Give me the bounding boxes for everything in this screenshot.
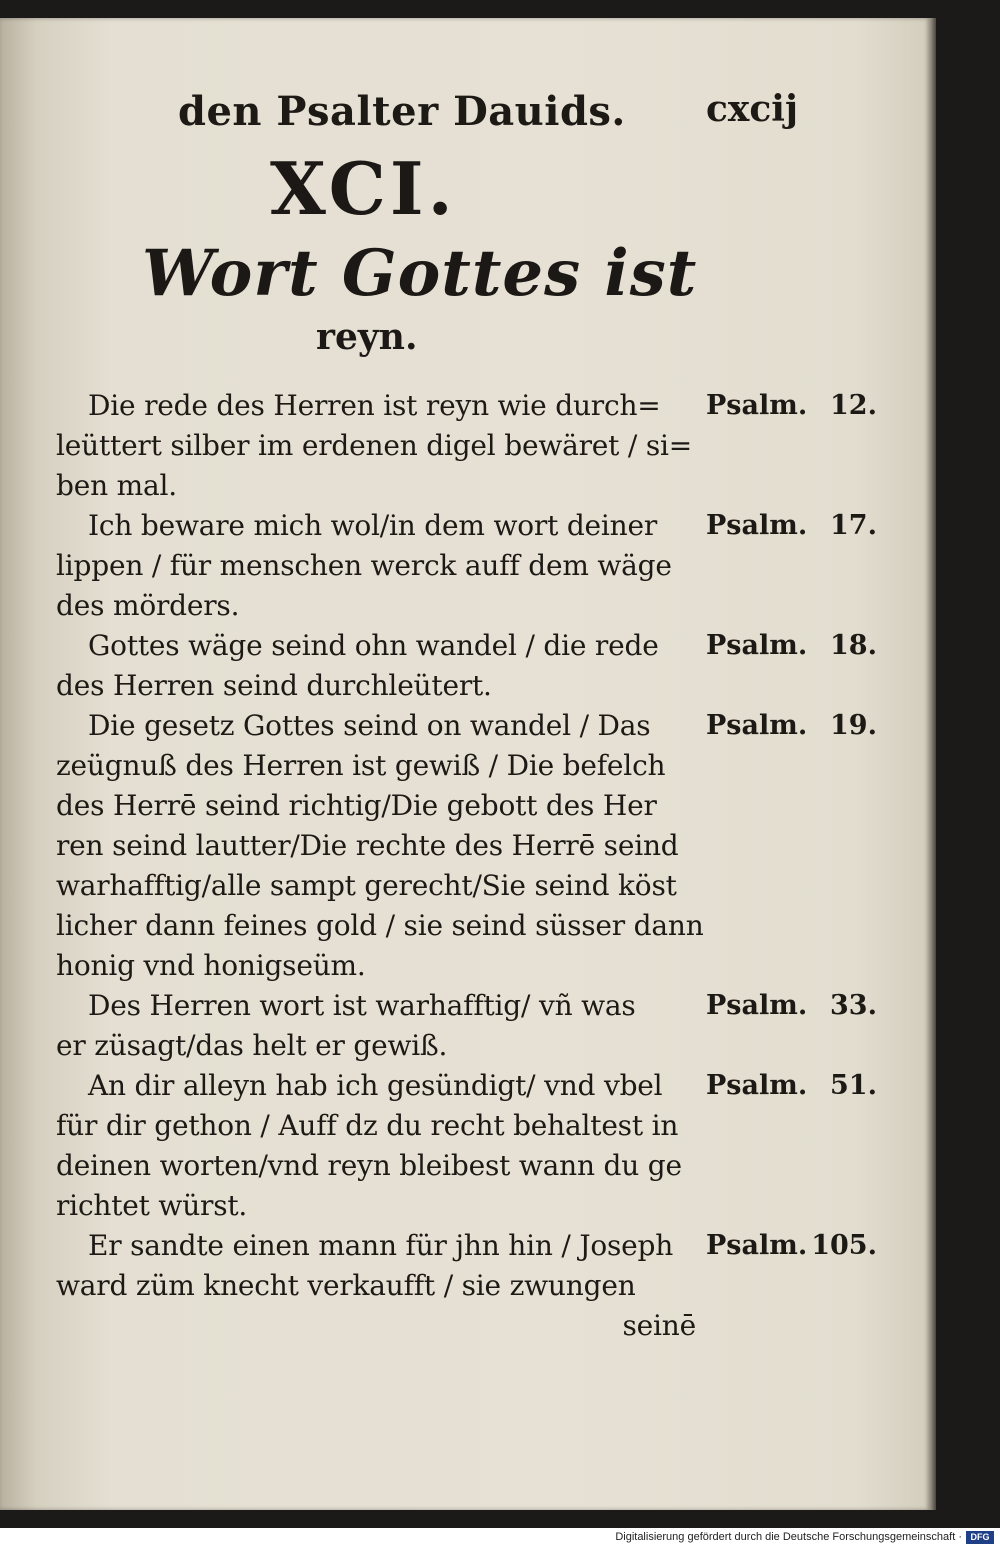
text-line: ward züm knecht verkaufft / sie zwungen bbox=[56, 1269, 636, 1302]
text-line: Ich beware mich wol/in dem wort deiner bbox=[88, 509, 658, 542]
text-line: deinen worten/vnd reyn bleibest wann du ge bbox=[56, 1149, 682, 1182]
text-line: er züsagt/das helt er gewiß. bbox=[56, 1029, 448, 1062]
margin-note-number: 33. bbox=[830, 990, 877, 1021]
text-line: warhafftig/alle sampt gerecht/Sie seind köst bbox=[56, 869, 677, 902]
margin-note-number: 17. bbox=[830, 510, 877, 541]
text-line: An dir alleyn hab ich gesündigt/ vnd vbel bbox=[88, 1069, 663, 1102]
margin-note-label: Psalm. bbox=[706, 710, 808, 741]
margin-note-label: Psalm. bbox=[706, 1070, 808, 1101]
margin-note-number: 19. bbox=[830, 710, 877, 741]
chapter-number: XCI. bbox=[270, 146, 457, 231]
text-line: des Herrē seind richtig/Die gebott des Her bbox=[56, 789, 657, 822]
text-line: honig vnd honigseüm. bbox=[56, 949, 366, 982]
text-line: zeügnuß des Herren ist gewiß / Die befelch bbox=[56, 749, 666, 782]
footer-bar bbox=[0, 1528, 1000, 1548]
dfg-logo: DFG bbox=[966, 1531, 994, 1544]
body-text bbox=[56, 386, 704, 1346]
margin-note bbox=[706, 1226, 881, 1266]
margin-note bbox=[706, 626, 881, 666]
margin-note-label: Psalm. bbox=[706, 510, 808, 541]
running-head: den Psalter Dauids. bbox=[178, 88, 626, 135]
margin-note bbox=[706, 386, 881, 426]
text-line: ren seind lautter/Die rechte des Herrē seind bbox=[56, 829, 679, 862]
text-line: Gottes wäge seind ohn wandel / die rede bbox=[88, 629, 659, 662]
margin-note-number: 51. bbox=[830, 1070, 877, 1101]
folio-number: cxcij bbox=[705, 88, 798, 130]
page-edge bbox=[930, 18, 936, 1510]
chapter-heading-continued: reyn. bbox=[316, 316, 418, 358]
margin-note bbox=[706, 1066, 881, 1106]
text-line: richtet würst. bbox=[56, 1189, 248, 1222]
text-line: des mörders. bbox=[56, 589, 240, 622]
margin-note bbox=[706, 706, 881, 746]
margin-note-number: 12. bbox=[830, 390, 877, 421]
chapter-heading: Wort Gottes ist bbox=[142, 236, 698, 311]
text-line: des Herren seind durchleütert. bbox=[56, 669, 492, 702]
text-line: Die rede des Herren ist reyn wie durch= bbox=[88, 389, 661, 422]
text-line: leüttert silber im erdenen digel bewäret / si= bbox=[56, 429, 693, 462]
text-line: Die gesetz Gottes seind on wandel / Das bbox=[88, 709, 651, 742]
funding-credit: Digitalisierung gefördert durch die Deutsche Forschungsgemeinschaft · bbox=[615, 1531, 962, 1543]
margin-note bbox=[706, 506, 881, 546]
margin-note-label: Psalm. bbox=[706, 630, 808, 661]
book-page bbox=[0, 18, 930, 1510]
text-line: für dir gethon / Auff dz du recht behaltest in bbox=[56, 1109, 679, 1142]
text-line: Des Herren wort ist warhafftig/ vñ was bbox=[88, 989, 636, 1022]
page-header bbox=[178, 88, 798, 148]
margin-note-label: Psalm. bbox=[706, 990, 808, 1021]
margin-note-number: 105. bbox=[811, 1230, 877, 1261]
text-line: ben mal. bbox=[56, 469, 177, 502]
text-line: lippen / für menschen werck auff dem wäge bbox=[56, 549, 672, 582]
margin-note bbox=[706, 986, 881, 1026]
margin-note-label: Psalm. bbox=[706, 390, 808, 421]
text-line: licher dann feines gold / sie seind süsser dann bbox=[56, 909, 704, 942]
text-line: Er sandte einen mann für jhn hin / Joseph bbox=[88, 1229, 674, 1262]
margin-note-label: Psalm. bbox=[706, 1230, 808, 1261]
margin-note-number: 18. bbox=[830, 630, 877, 661]
catchword: seinē bbox=[622, 1309, 696, 1342]
